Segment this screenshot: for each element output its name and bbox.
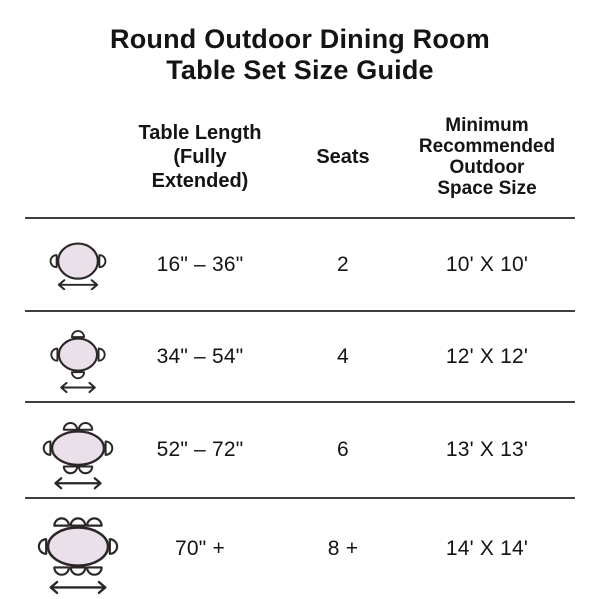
column-header-seats: Seats xyxy=(316,145,370,168)
oval-table-6-chairs-icon xyxy=(25,408,130,492)
width-arrow-icon xyxy=(50,582,105,593)
table-row xyxy=(25,497,575,599)
seats-value: 8 + xyxy=(327,537,359,560)
table-row xyxy=(25,401,575,497)
column-header-space: Minimum Recommended Outdoor Space Size xyxy=(418,114,556,199)
oval-table-8-chairs-icon xyxy=(25,502,130,597)
space-size-value: 14' X 14' xyxy=(445,537,529,560)
space-size-value: 10' X 10' xyxy=(445,252,529,276)
table-length-value: 16" – 36" xyxy=(156,252,244,276)
round-table-2-chairs-icon xyxy=(25,239,130,289)
page-title-line-2: Table Set Size Guide xyxy=(166,55,434,85)
table-length-value: 70" + xyxy=(175,537,225,560)
width-arrow-icon xyxy=(55,478,100,488)
seats-value: 2 xyxy=(337,252,349,276)
column-header-table-length: Table Length (Fully Extended) xyxy=(138,121,262,192)
table-row xyxy=(25,217,575,310)
table-length-value: 34" – 54" xyxy=(156,344,244,368)
table-length-value: 52" – 72" xyxy=(156,438,244,461)
space-size-value: 12' X 12' xyxy=(445,344,529,368)
width-arrow-icon xyxy=(61,383,95,392)
page-title-line-1: Round Outdoor Dining Room xyxy=(110,24,490,54)
page-title xyxy=(0,0,600,86)
table-header-row xyxy=(25,86,575,217)
round-table-4-chairs-icon xyxy=(25,318,130,394)
seats-value: 4 xyxy=(337,344,349,368)
table-row xyxy=(25,310,575,401)
seats-value: 6 xyxy=(337,438,349,461)
space-size-value: 13' X 13' xyxy=(445,438,529,461)
width-arrow-icon xyxy=(58,281,96,290)
